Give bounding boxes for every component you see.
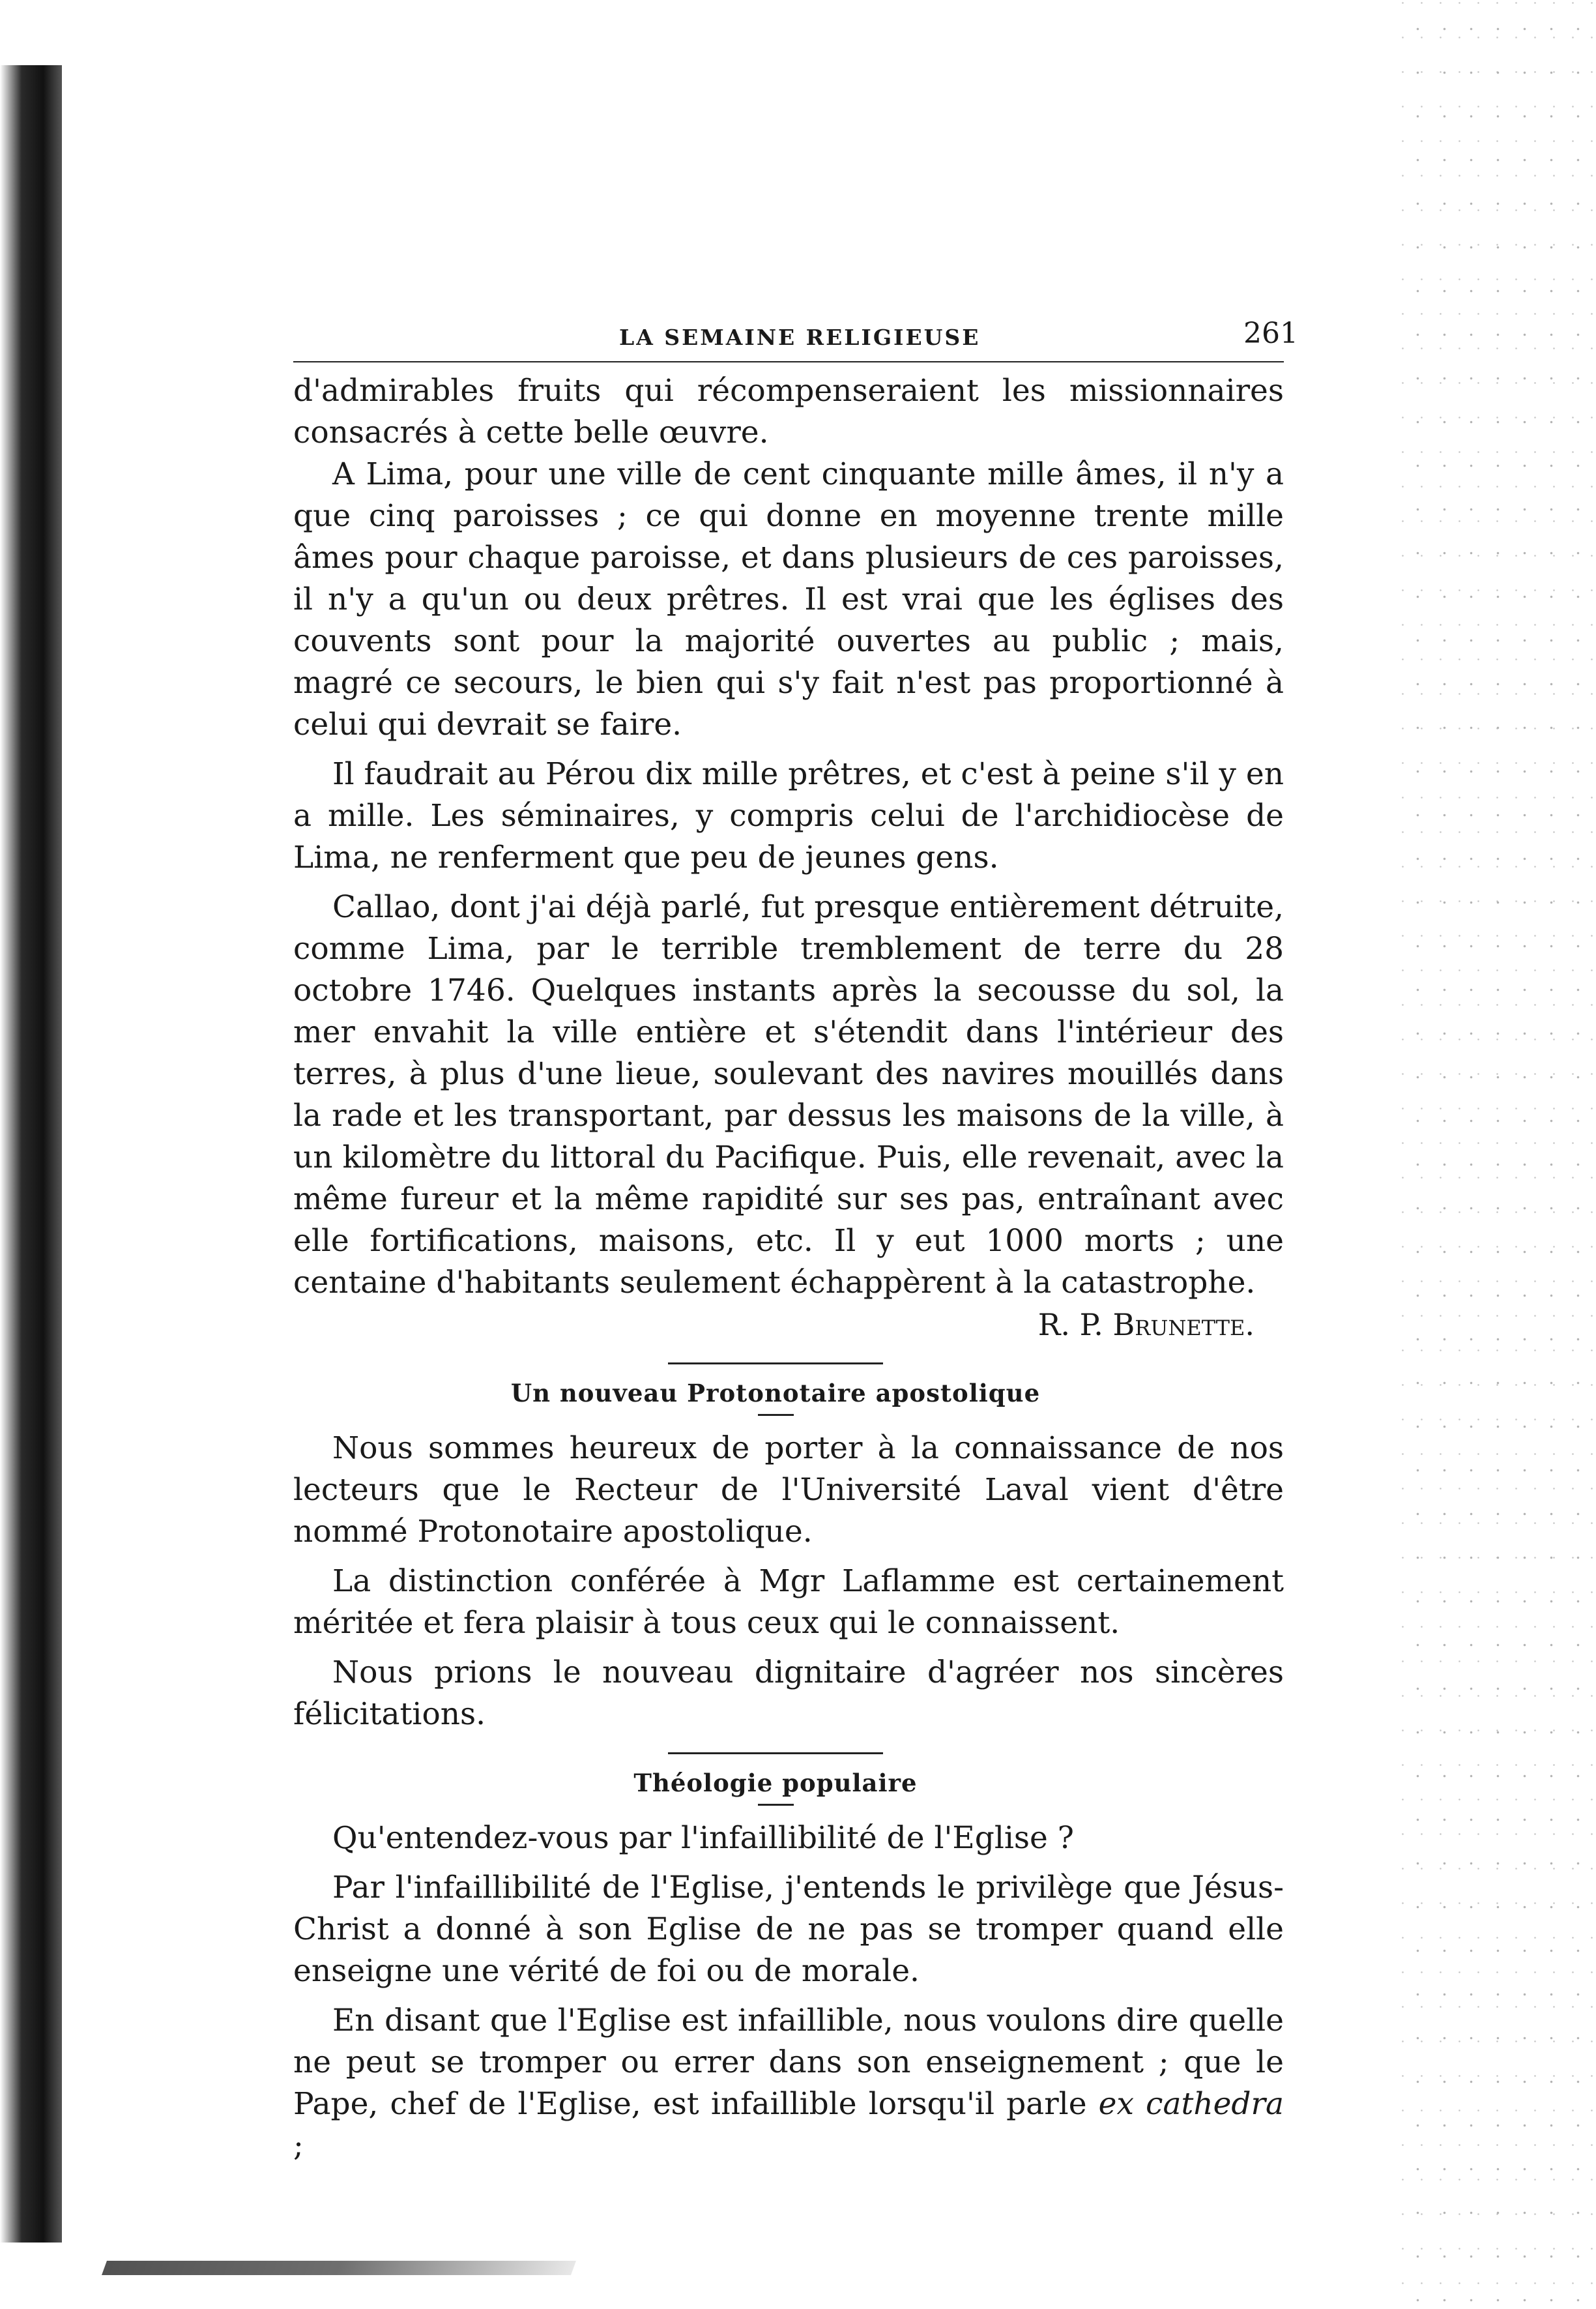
paragraph-end: ; xyxy=(293,2128,304,2164)
paragraph: d'admirables fruits qui récompenseraient les missionnaires consacrés à cette belle œuvre. xyxy=(293,373,1284,450)
paragraph-text: En disant que l'Eglise est infaillible, nous voulons dire quelle ne peut se tromper ou errer dans son enseignement ; que le Pape, chef de l'Eglise, est infaillible lorsqu'il parle xyxy=(293,2003,1284,2122)
title-dash xyxy=(758,1414,794,1416)
paragraph: Nous prions le nouveau dignitaire d'agréer nos sincères félicitations. xyxy=(293,1655,1284,1732)
binding-shadow xyxy=(0,65,62,2243)
section-separator xyxy=(668,1752,883,1754)
section-separator xyxy=(668,1362,883,1364)
page-body xyxy=(293,313,1298,2167)
article-peru-missions xyxy=(293,370,1284,1346)
scan-speckles xyxy=(1401,0,1596,2309)
running-title: LA SEMAINE RELIGIEUSE xyxy=(619,325,981,350)
section-title: Théologie populaire xyxy=(633,1769,918,1797)
paragraph: Qu'entendez-vous par l'infaillibilité de l'Eglise ? xyxy=(332,1820,1074,1856)
header-rule xyxy=(293,361,1284,362)
section-title: Un nouveau Protonotaire apostolique xyxy=(510,1379,1041,1407)
article-theologie xyxy=(293,1769,1284,2167)
paragraph: Par l'infaillibilité de l'Eglise, j'entends le privilège que Jésus-Christ a donné à son Eglise de ne pas se tromper quand elle enseigne une vérité de foi ou de morale. xyxy=(293,1870,1284,1989)
scan-smudge xyxy=(102,2261,576,2275)
running-head xyxy=(293,313,1298,359)
paragraph xyxy=(293,2000,1284,2167)
paragraph: A Lima, pour une ville de cent cinquante mille âmes, il n'y a que cinq paroisses ; ce qui donne en moyenne trente mille âmes pour chaque paroisse, et dans plusieurs de ces paroisses, il n'y a qu'un ou deux prêtres. Il est vrai que les églises des couvents sont pour la majorité ouvertes au public ; mais, magré ce secours, le bien qui s'y fait n'est pas proportionné à celui qui devrait se faire. xyxy=(293,456,1284,743)
paragraph: La distinction conférée à Mgr Laflamme est certainement méritée et fera plaisir à tous ceux qui le connaissent. xyxy=(293,1563,1284,1641)
page-number: 261 xyxy=(1243,317,1298,350)
article-protonotaire xyxy=(293,1379,1284,1735)
paragraph: Il faudrait au Pérou dix mille prêtres, et c'est à peine s'il y en a mille. Les séminaires, y compris celui de l'archidiocèse de Lima, ne renferment que peu de jeunes gens. xyxy=(293,756,1284,875)
paragraph: Callao, dont j'ai déjà parlé, fut presque entièrement détruite, comme Lima, par le terrible tremblement de terre du 28 octobre 1746. Quelques instants après la secousse du sol, la mer envahit la ville entière et s'étendit dans l'intérieur des terres, à plus d'une lieue, soulevant des navires mouillés dans la rade et les transportant, par dessus les maisons de la ville, à un kilomètre du littoral du Pacifique. Puis, elle revenait, avec la même fureur et la même rapidité sur ses pas, entraînant avec elle fortifications, maisons, etc. Il y eut 1000 morts ; une centaine d'habitants seulement échappèrent à la catastrophe. xyxy=(293,889,1284,1301)
paragraph: Nous sommes heureux de porter à la connaissance de nos lecteurs que le Recteur de l'Université Laval vient d'être nommé Protonotaire apostolique. xyxy=(293,1430,1284,1550)
italic-phrase: ex cathedra xyxy=(1098,2086,1284,2122)
title-dash xyxy=(758,1804,794,1806)
author-signature: R. P. Brunette. xyxy=(1037,1307,1255,1342)
